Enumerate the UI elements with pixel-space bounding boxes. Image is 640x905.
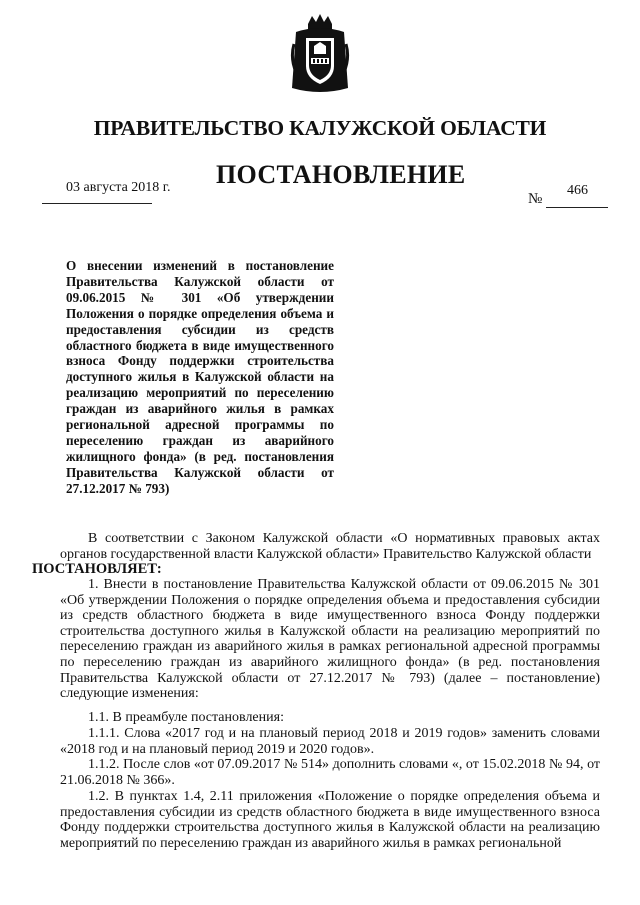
government-title: ПРАВИТЕЛЬСТВО КАЛУЖСКОЙ ОБЛАСТИ bbox=[93, 116, 547, 140]
item-1-paragraph: 1. Внести в постановление Правительства Калужской области от 09.06.2015 № 301 «Об утверждении Положения о порядке определения объема и предоставления субсидии из средств областного бюджета в виде имущественного взноса Фонду поддержки строительства доступного жилья в Калужской области на реализацию мероприятий по переселению граждан из аварийного жилья в рамках региональной адресной программы по переселению граждан из аварийного жилищного фонда» (в ред. постановления Правительства Калужской области от 27.12.2017 № 793) (далее – постановление) следующие изменения: bbox=[60, 577, 600, 702]
document-subject: О внесении изменений в постановление Правительства Калужской области от 09.06.2015 № 301 «Об утверждении Положения о порядке определения объема и предоставления субсидии из средств областного бюджета в виде имущественного взноса Фонду поддержки строительства доступного жилья в Калужской области на реализацию мероприятий по переселению граждан из аварийного жилья в рамках региональной адресной программы по переселению граждан из аварийного жилищного фонда» (в ред. постановления Правительства Калужской области от 27.12.2017 № 793) bbox=[66, 258, 334, 496]
resolves-heading: ПОСТАНОВЛЯЕТ: bbox=[32, 561, 162, 578]
date-underline bbox=[42, 203, 152, 204]
item-1-1-1-paragraph: 1.1.1. Слова «2017 год и на плановый период 2018 и 2019 годов» заменить словами «2018 год и на плановый период 2019 и 2020 годов». bbox=[60, 726, 600, 757]
item-1-2-paragraph: 1.2. В пунктах 1.4, 2.11 приложения «Положение о порядке определения объема и предоставления субсидии из средств областного бюджета в виде имущественного взноса Фонду поддержки строительства доступного жилья в Калужской области на реализацию мероприятий по переселению граждан из аварийного жилья в рамках региональной bbox=[60, 789, 600, 851]
number-underline bbox=[546, 207, 608, 208]
item-1-1-paragraph: 1.1. В преамбуле постановления: bbox=[88, 710, 284, 725]
document-date: 03 августа 2018 г. bbox=[66, 180, 171, 195]
number-label: № bbox=[528, 191, 543, 207]
intro-paragraph bbox=[32, 531, 600, 578]
document-number: 466 bbox=[567, 183, 588, 198]
coat-of-arms-icon bbox=[290, 14, 350, 96]
intro-text: В соответствии с Законом Калужской области «О нормативных правовых актах органов государственной власти Калужской области» Правительство Калужской области bbox=[60, 531, 600, 562]
document-type: ПОСТАНОВЛЕНИЕ bbox=[216, 160, 466, 189]
item-1-1-2-paragraph: 1.1.2. После слов «от 07.09.2017 № 514» дополнить словами «, от 15.02.2018 № 94, от 21.06.2018 № 366». bbox=[60, 757, 600, 788]
